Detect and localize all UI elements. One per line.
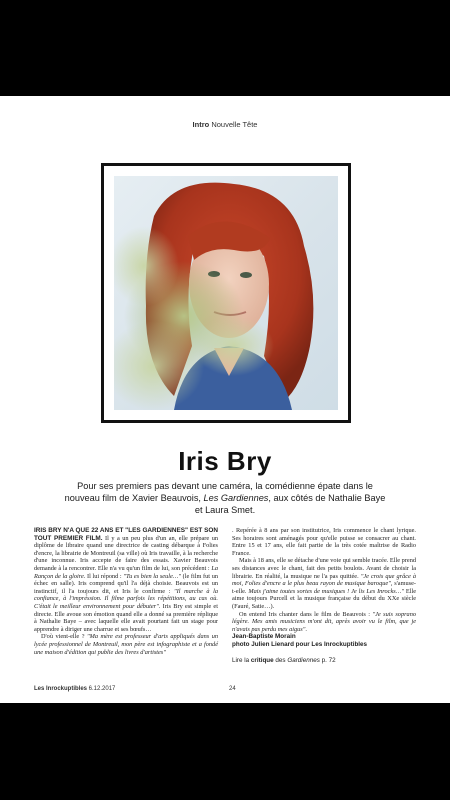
paragraph-2 [34,633,218,656]
article-column-right [232,527,416,664]
bottom-black-bar [0,703,450,800]
photo-credit [232,641,416,649]
p1-quote-2: "Il marche à la confiance, à l'impréssion. Il filme parfois les répétitions, au cas où. C'était le meilleur environnement pour débuter" [34,587,218,610]
paragraph-2-cont [232,527,416,557]
p1-text-c: . Il lui répond : [83,572,124,580]
p1-text-a: Il y a un peu plus d'un an, elle prépare un diplôme de libraire quand une directrice de casting débarque à Folies d'encre, la librairie de Montreuil (sa ville) où Iris travaille, à la recherche d'une inconnue. Iris accepte de faire des essais. Xavier Beauvois demande à la rencontrer. Elle n'a vu qu'un film de lui, son précédent : [34,534,218,572]
signature-author: Jean-Baptiste Morain [232,633,296,641]
section-rubric [0,120,450,129]
see-also-page: p. 72 [319,656,336,664]
page-footer [34,686,416,692]
p3-quote-1: "Je crois que grâce à moi, Folies d'encre a le plus beau rayon de musique baroque" [232,572,416,588]
article-body [34,527,416,679]
p2-text-a: D'où vient-elle ? [41,633,87,641]
article-deck [60,480,390,516]
footer-page-number: 24 [229,686,236,692]
article-column-left [34,527,218,656]
p3-text-c: , s'amuse-t-elle. [232,580,416,595]
signature [232,633,416,641]
lead-in: IRIS BRY N'A QUE 22 ANS ET "LES GARDIENNES" EST SON TOUT PREMIER FILM. [34,527,218,542]
deck-part-1: Pour ses premiers pas devant une caméra, la comédienne épate dans le nouveau film de Xavier Beauvois, [64,481,373,503]
p4-text-a: On entend Iris chanter dans le film de Beauvois : [239,610,373,618]
p4-text-c: . [305,625,307,633]
p3-text-e: Elle aime toujours Purcell et la musique française du début du XXe siècle (Fauré, Satie…). [232,587,416,610]
p3-quote-2: Mais j'aime toutes sortes de musiques ! Je lis Les Inrocks…" [248,587,404,595]
see-also-mid: des [273,656,288,664]
deck-film-title: Les Gardiennes [203,493,269,503]
see-also [232,657,416,665]
see-also-title: Gardiennes [287,656,320,664]
paragraph-3 [232,557,416,610]
article-headline: Iris Bry [178,446,272,476]
footer-brand: Les Inrockuptibles [34,686,88,692]
p1-text-g: . Iris Bry est simple et directe. Elle avoue son émotion quand elle a donné sa première réplique à Nathalie Baye – avec laquelle elle avait pourtant fait un stage pour apprendre à diriger une charrue et ses bœufs… [34,602,218,633]
p1-film-title: La Rançon de la gloire [34,564,218,580]
photo-credit-text: photo Julien Lienard pour Les Inrockuptibles [232,640,368,648]
p2-quote: "Ma mère est professeur d'arts appliqués dans un lycée professionnel de Montreuil, mon père est infographiste et a fondé une maison d'édition qui publie des livres d'artistes" [34,633,218,656]
see-also-prefix: Lire la [232,656,251,664]
portrait-illustration [114,176,338,410]
portrait-frame [101,163,351,423]
rubric-subsection: Nouvelle Tête [211,120,258,129]
see-also-bold: critique [250,656,274,664]
top-black-bar [0,0,450,96]
rubric-section: Intro [192,120,210,129]
p4-quote: "Je suis soprano légère. Mes amis musiciens m'ont dit, après avoir vu le film, que je n'avais pas perdu mes aigus" [232,610,416,633]
portrait-photo [114,176,338,410]
p2-text-c: . Repérée à 8 ans par son institutrice, Iris commence le chant lyrique. Ses horaires sont aménagés pour qu'elle puisse se consacrer au chant. Entre 15 et 17 ans, elle fait partie de la très cotée maîtrise de Radio France. [232,527,416,557]
paragraph-1 [34,527,218,633]
footer-date: 6.12.2017 [87,686,116,692]
p1-text-e: (le film fut un échec en salle). Iris comprend qu'il l'a déjà choisie. Beauvois est un instinctif, il l'a toujours dit, et Iris le confirme : [34,572,218,595]
p1-quote-1: "Tu es bien la seule…" [123,572,181,580]
magazine-page [0,96,450,703]
p3-text-a: Mais à 18 ans, elle se détache d'une voie qui semble tracée. Elle prend ses distances avec le chant, fait des petits boulots. Avant de choisir la librairie. En réalité, la musique ne l'a pas quittée. [232,557,416,580]
deck-part-2: , aux côtés de Nathalie Baye et Laura Smet. [194,493,386,515]
paragraph-4 [232,611,416,634]
